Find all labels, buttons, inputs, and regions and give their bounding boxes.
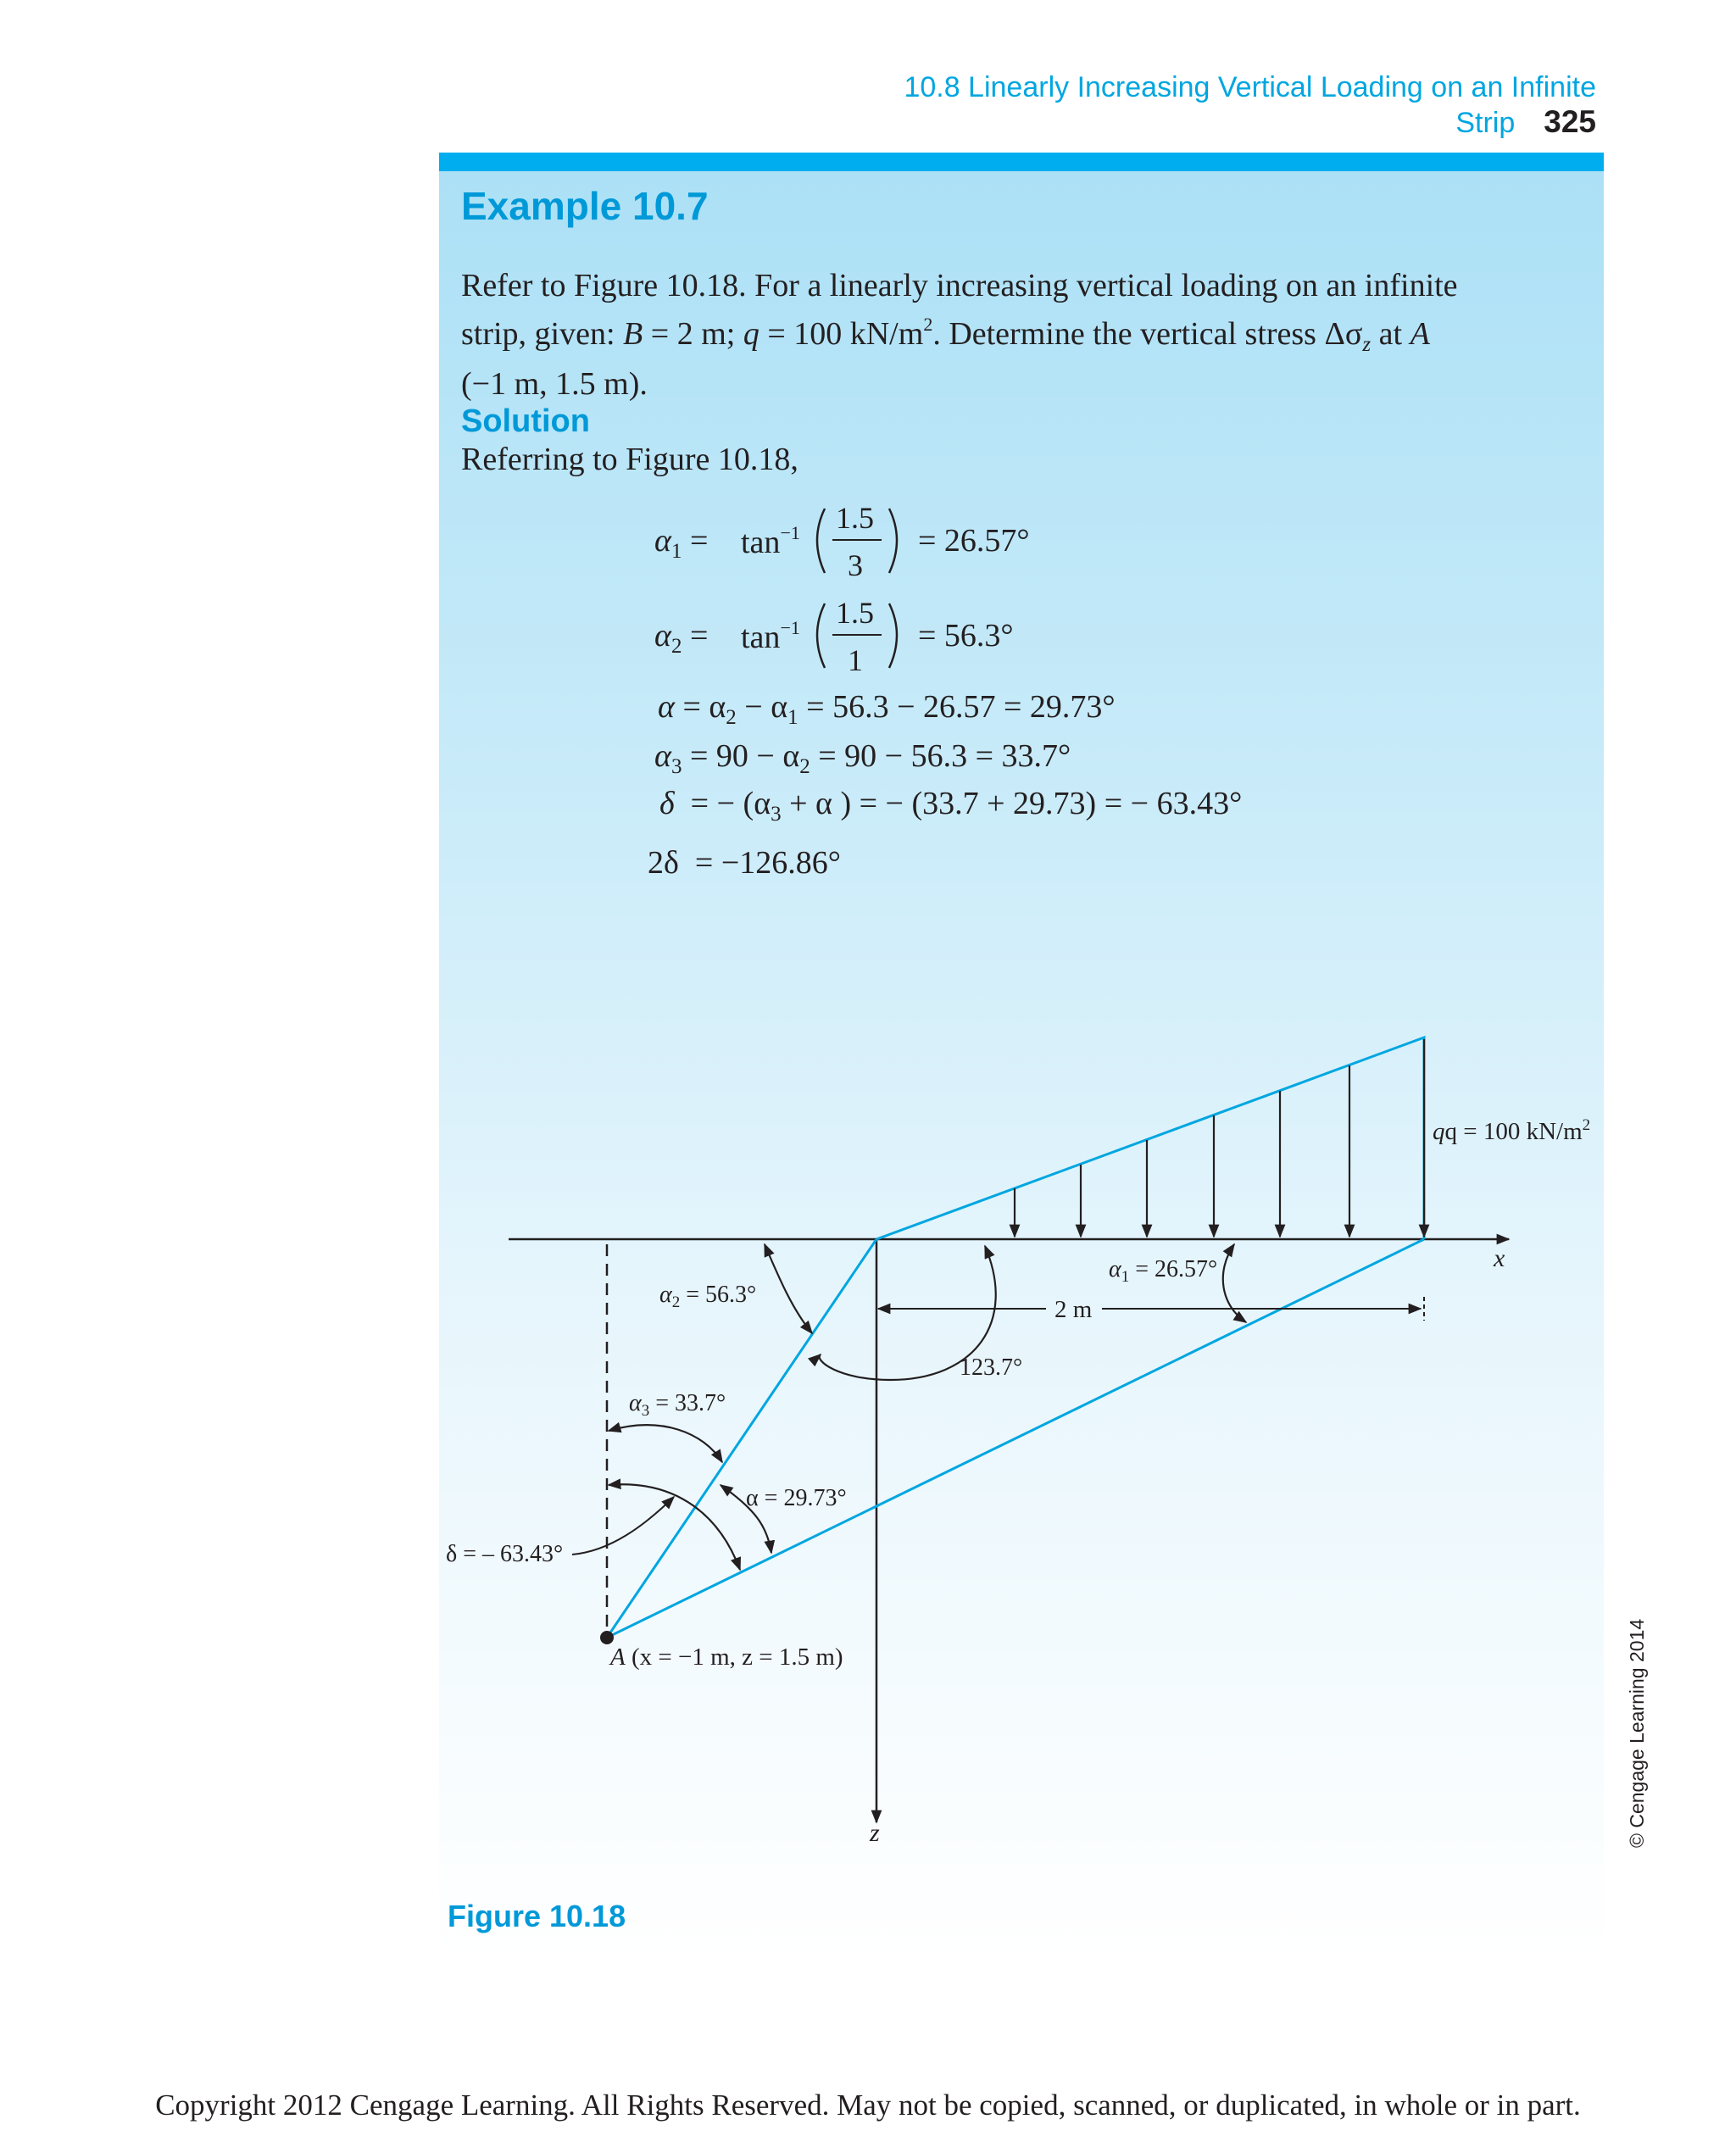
figure-caption: Figure 10.18 [448, 1899, 626, 1933]
load-triangle [876, 1037, 1424, 1239]
paren-right-2 [889, 603, 897, 668]
footer-copyright: Copyright 2012 Cengage Learning. All Rights Reserved. May not be copied, scanned, or duplicated, in whole or in part. [155, 2089, 1581, 2122]
x-axis-label: x [1494, 1244, 1505, 1272]
equation-alpha1-tan: $\tan^{-1}$ [741, 522, 800, 560]
equation-alpha3: $\alpha_3 = 90 - \alpha_2 = 90 - 56.3 = 33.7^\circ$ [654, 738, 1071, 778]
equation-alpha1-result: = 26.57° [918, 523, 1030, 559]
delta-label: δ = – 63.43° [446, 1541, 564, 1567]
alpha3-label: $\alpha_3 = 33.7^\circ$ [629, 1390, 726, 1420]
equation-alpha2-lhs: $\alpha_2$ = [654, 618, 709, 658]
point-a [600, 1631, 614, 1644]
equation-two-delta: 2δ = −126.86° [648, 845, 841, 881]
alpha2-label: $\alpha_2 = 56.3^\circ$ [659, 1282, 757, 1311]
alpha1-label: $\alpha_1 = 26.57^\circ$ [1109, 1256, 1218, 1286]
load-label: qq = 100 $kN/m^2$ [1433, 1116, 1591, 1145]
solution-title: Solution [461, 403, 590, 439]
solution-intro: Referring to Figure 10.18, [461, 442, 798, 477]
problem-line-1: Refer to Figure 10.18. For a linearly increasing vertical loading on an infinite [461, 268, 1458, 303]
example-title: Example 10.7 [461, 184, 709, 228]
z-axis-label: z [870, 1819, 880, 1847]
equation-alpha1-denominator: 3 [848, 548, 863, 582]
delta-leader-line [572, 1497, 674, 1555]
equation-alpha2-numerator: 1.5 [836, 596, 874, 630]
angle-arc-alpha3 [609, 1425, 722, 1462]
paren-left-1 [817, 509, 825, 573]
paren-left-2 [817, 603, 825, 668]
equation-alpha1-lhs: $\alpha_1$ = [654, 523, 709, 563]
width-label: 2 m [1054, 1296, 1093, 1323]
equation-alpha2-tan: $\tan^{-1}$ [741, 617, 800, 655]
angle-arc-delta [609, 1484, 740, 1570]
alpha-label: α = 29.73° [746, 1485, 847, 1511]
problem-line-2: strip, given: B = 2 m; q = 100 $kN/m^2$. Determine the vertical stress $\Delta\sigma_z$ at A [461, 314, 1430, 356]
equation-alpha2-denominator: 1 [848, 643, 863, 677]
load-arrows [1015, 1039, 1424, 1237]
equation-alpha1-numerator: 1.5 [836, 501, 874, 535]
point-a-label: A (x = −1 m, z = 1.5 m) [610, 1644, 843, 1671]
angle-123-label: 123.7° [960, 1354, 1023, 1381]
equation-alpha: $\alpha = \alpha_2 - \alpha_1 = 56.3 - 26.57 = 29.73^\circ$ [658, 689, 1116, 729]
angle-arc-alpha2 [765, 1244, 812, 1333]
problem-line-3: (−1 m, 1.5 m). [461, 366, 648, 402]
equation-delta: δ = − ($\alpha_3 + \alpha$ ) = − (33.7 + 29.73) = − 63.43° [659, 786, 1243, 826]
paren-right-1 [889, 509, 897, 573]
running-title: 10.8 Linearly Increasing Vertical Loading on an Infinite Strip [904, 71, 1596, 139]
page-number: 325 [1544, 104, 1596, 139]
equation-alpha2-result: = 56.3° [918, 618, 1014, 654]
angle-arc-alpha1 [1223, 1244, 1246, 1322]
